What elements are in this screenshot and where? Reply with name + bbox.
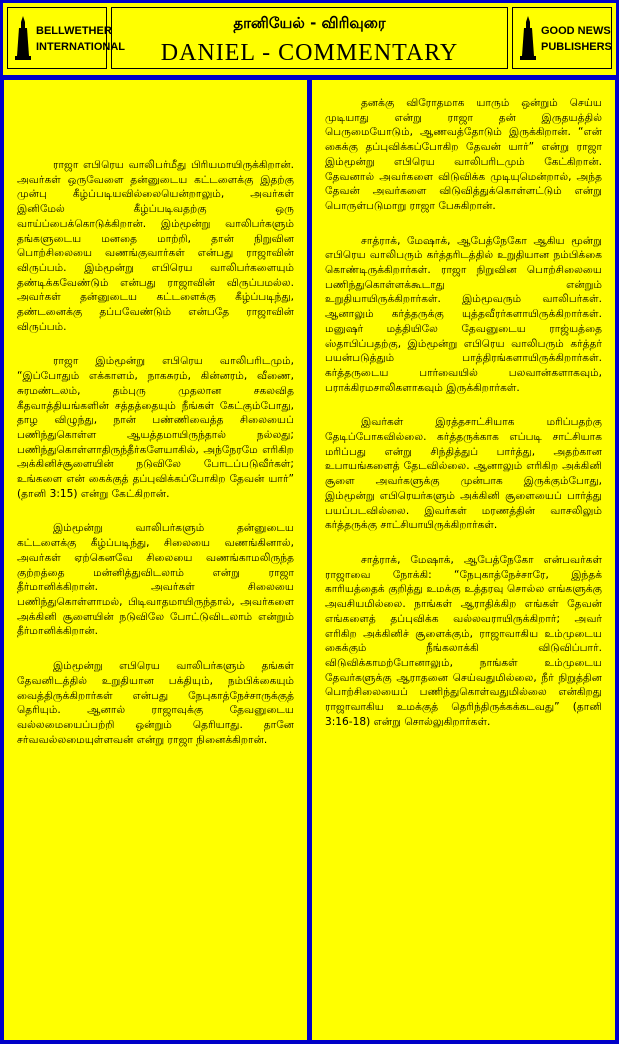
right-column bbox=[312, 80, 615, 1040]
paragraph: இம்மூன்று வாலிபர்களும் தன்னுடைய கட்டளைக்கு கீழ்ப்படிந்து, சிலையை வணங்கினால், அவர்கள் ஏற்கெனவே சிலையை வணங்காமலிருந்த குற்றத்தை மன்னித்துவிடலாம் என்று ராஜா தீர்மானிக்கிறான். அவர்கள் சிலையை பணிந்துகொள்ளாமல், பிடிவாதமாயிருந்தால், அவர்களை அக்கினி சூளையின் நடுவிலே போட்டுவிடலாம் என்றும் தீர்மானிக்கிறான். bbox=[17, 522, 294, 638]
paragraph: ராஜா இம்மூன்று எபிரெய வாலிபரிடமும், “இப்போதும் எக்காளம், நாகசுரம், கின்னரம், வீணை, சுரமண்டலம், தம்புரு முதலான சகலவித கீதவாத்தியங்களின் சத்தத்தையும் நீங்கள் கேட்கும்போது, தாழ விழுந்து, நான் பண்ணிவைத்த சிலையைப் பணிந்துகொள்ள ஆயத்தமாயிருந்தால் நல்லது; பணிந்துகொள்ளாதிருந்தீர்களேயாகில், அந்நேரமே எரிகிற அக்கினிச்சூளையின் நடுவிலே போடப்படுவீர்கள்; உங்களை என் கைக்குத் தப்புவிக்கப்போகிற தேவன் யார்” (தானி 3:15) என்று கேட்கிறான். bbox=[17, 355, 294, 500]
logo-left-line1: BELLWETHER bbox=[36, 25, 112, 37]
tower-icon bbox=[14, 16, 32, 60]
paragraph: சாத்ராக், மேஷாக், ஆபேத்நேகோ என்பவர்கள் ராஜாவை நோக்கி: “நேபுகாத்நேச்சாரே, இந்தக் காரியத்தைக் குறித்து உமக்கு உத்தரவு சொல்ல எங்களுக்கு அவசியமில்லை. நாங்கள் ஆராதிக்கிற எங்கள் தேவன் எங்களைத் தப்புவிக்க வல்லவராயிருக்கிறார்; அவர் எரிகிற அக்கினிச் சூளைக்கும், ராஜாவாகிய உம்முடைய கைக்கும் நீங்கலாக்கி விடுவிப்பார். விடுவிக்காமற்போனாலும், நாங்கள் உம்முடைய தேவர்களுக்கு ஆராதனை செய்வதுமில்லை, நீர் நிறுத்தின பொற்சிலையைப் பணிந்துகொள்வதுமில்லை என்கிறது ராஜாவாகிய உமக்குத் தெரிந்திருக்கக்கடவது” (தானி 3:16-18) என்று சொல்லுகிறார்கள். bbox=[325, 553, 602, 728]
tower-icon bbox=[519, 16, 537, 60]
paragraph: தனக்கு விரோதமாக யாரும் ஒன்றும் செய்ய முடியாது என்று ராஜா தன் இருதயத்தில் பெருமையோடும், ஆணவத்தோடும் இருக்கிறான். “என் கைக்கு தப்புவிக்கப்போகிற தேவன் யார்” என்று ராஜா இம்மூன்று எபிரெய வாலிபரிடமும் கேட்கிறான். தேவனால் அவர்களை விடுவிக்க முடியுமென்றால், அந்த தேவன் அவர்களை விடுவித்துக்கொள்ளட்டும் என்று பொருள்படுமாறு ராஜா பேசுகிறான். bbox=[325, 97, 602, 212]
page-title-tamil: தானியேல் - விரிவுரை bbox=[233, 14, 386, 32]
logo-right-line1: GOOD NEWS bbox=[541, 25, 611, 37]
logo-left-line2: INTERNATIONAL bbox=[36, 41, 126, 53]
page-title-english: DANIEL - COMMENTARY bbox=[160, 40, 459, 66]
page-header bbox=[3, 3, 616, 75]
good-news-logo bbox=[512, 7, 612, 69]
left-column bbox=[4, 80, 307, 1040]
paragraph: ராஜா எபிரெய வாலிபர்மீது பிரியமாயிருக்கிறான். அவர்கள் ஒருவேளை தன்னுடைய கட்டளைக்கு இதற்கு முன்பு கீழ்ப்படியவில்லையென்றாலும், அவர்கள் இனிமேல் கீழ்ப்படிவதற்கு ஒரு வாய்ப்பைக்கொடுக்கிறான். இம்மூன்று வாலிபர்களும் தங்களுடைய மனதை மாற்றி, தான் நிறுவின பொற்சிலையை வணங்குவார்கள் என்பது ராஜாவின் விருப்பம். இம்மூன்று எபிரெய வாலிபர்களையும் தண்டிக்கவேண்டும் என்பது ராஜாவின் விருப்பமல்ல. அவர்கள் தன்னுடைய கட்டளைக்கு கீழ்ப்படிந்து, தண்டனைக்கு தப்பவேண்டும் என்பதே ராஜாவின் விருப்பம். bbox=[17, 159, 294, 333]
bellwether-logo bbox=[7, 7, 126, 69]
paragraph: சாத்ராக், மேஷாக், ஆபேத்நேகோ ஆகிய மூன்று எபிரெய வாலிபரும் கர்த்தரிடத்தில் உறுதியான நம்பிக்கை கொண்டிருக்கிறார்கள். ராஜா நிறுவின பொற்சிலையை பணிந்துகொள்ளக்கூடாது என்றும் உறுதியாயிருக்கிறார்கள். இம்மூவரும் வாலிபர்கள். ஆனாலும் கர்த்தருக்கு யுத்தவீரர்களாயிருக்கிறார்கள். மனுஷர் மத்தியிலே தேவனுடைய ராஜ்யத்தை ஸ்தாபிப்பதற்கு, இம்மூன்று எபிரெய வாலிபரும் கர்த்தர் பயன்படுத்தும் பாத்திரங்களாயிருக்கிறார்கள். கர்த்தருடைய பார்வையில் பலவான்களாகவும், பராக்கிரமசாலிகளாகவும் இருக்கிறார்கள். bbox=[325, 234, 602, 394]
logo-right-line2: PUBLISHERS bbox=[541, 41, 612, 53]
title-box bbox=[111, 7, 508, 69]
paragraph: இம்மூன்று எபிரெய வாலிபர்களும் தங்கள் தேவனிடத்தில் உறுதியான பக்தியும், நம்பிக்கையும் வைத்திருக்கிறார்கள் என்பது நேபுகாத்நேச்சாருக்குத் தெரியும். ஆனால் ராஜாவுக்கு தேவனுடைய வல்லமையைப்பற்றி ஒன்றும் தெரியாது. தானே சர்வவல்லமையுள்ளவன் என்று ராஜா நினைக்கிறான். bbox=[17, 660, 294, 746]
paragraph: இவர்கள் இரத்தசாட்சியாக மரிப்பதற்கு தேடிப்போகவில்லை. கர்த்தருக்காக எப்படி சாட்சியாக மரிப்பது என்று சிந்தித்துப் பார்த்து, அதற்கான உபாயங்களைத் தேடவில்லை. ஆனாலும் எரிகிற அக்கினி சூளை அவர்களுக்கு முன்பாக இருக்கும்போது, இம்மூன்று எபிரெயர்களும் அக்கினி சூளையைப் பார்த்து பயப்படவில்லை. இவர்கள் மரணத்தின் வாசலிலும் கர்த்தருக்கு சாட்சியாயிருக்கிறார்கள். bbox=[325, 416, 602, 532]
